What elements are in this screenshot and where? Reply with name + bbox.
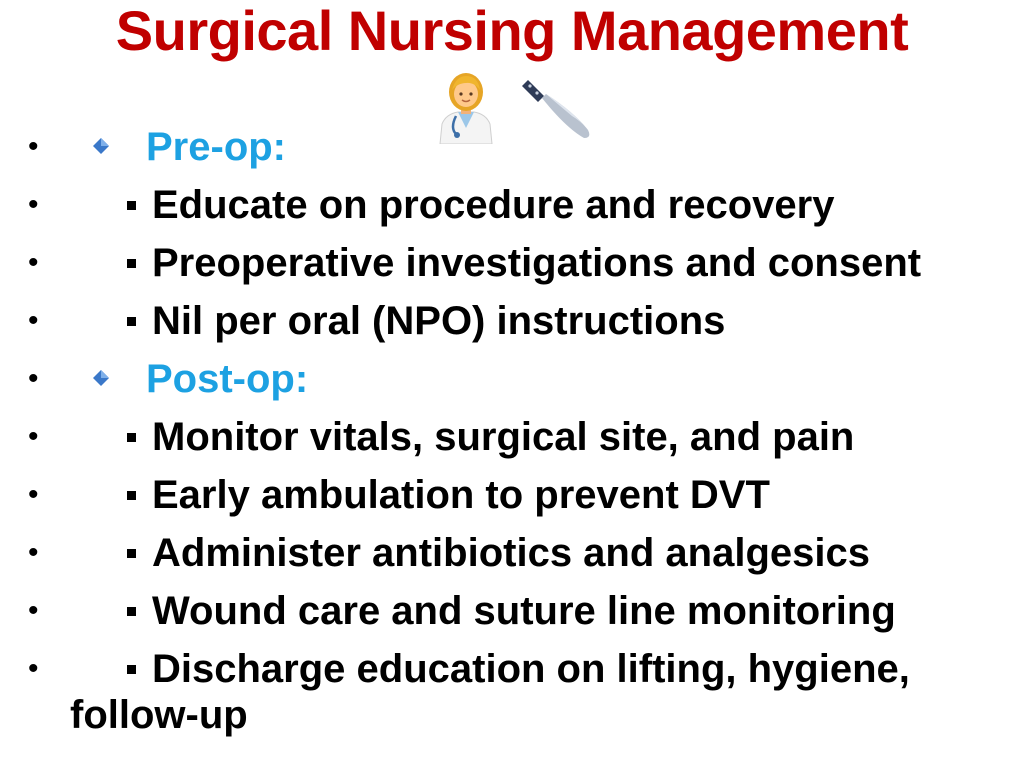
slide-title: Surgical Nursing Management (115, 0, 909, 62)
list-item-text: Administer antibiotics and analgesics (152, 531, 870, 575)
list-item (0, 466, 1024, 524)
section-heading-post-op: Post-op: (146, 357, 309, 401)
list-item-text: Wound care and suture line monitoring (152, 589, 896, 633)
list-item (0, 582, 1024, 640)
bullet-dot: • (28, 246, 39, 279)
list-item (0, 640, 1024, 740)
list-item-text: Preoperative investigations and consent (152, 241, 922, 285)
diamond-bullet-icon (93, 370, 109, 386)
list-item-text: Discharge education on lifting, hygiene, (152, 647, 910, 691)
list-item (0, 234, 1024, 292)
diamond-bullet-icon (93, 138, 109, 154)
bullet-list (0, 118, 1024, 740)
bullet-dot: • (28, 478, 39, 511)
square-bullet-icon (127, 259, 136, 268)
list-item (0, 408, 1024, 466)
list-item-text: Educate on procedure and recovery (152, 183, 835, 227)
square-bullet-icon (127, 491, 136, 500)
list-item-text: Early ambulation to prevent DVT (152, 473, 770, 517)
section-heading-row (0, 350, 1024, 408)
list-item-text: Monitor vitals, surgical site, and pain (152, 415, 855, 459)
list-item-text: Nil per oral (NPO) instructions (152, 299, 726, 343)
list-item (0, 292, 1024, 350)
bullet-dot: • (28, 420, 39, 453)
bullet-dot: • (28, 652, 39, 685)
bullet-dot: • (28, 130, 39, 163)
bullet-dot: • (28, 594, 39, 627)
list-item (0, 524, 1024, 582)
bullet-dot: • (28, 304, 39, 337)
square-bullet-icon (127, 201, 136, 210)
section-heading-row (0, 118, 1024, 176)
square-bullet-icon (127, 317, 136, 326)
bullet-dot: • (28, 536, 39, 569)
square-bullet-icon (127, 607, 136, 616)
list-item-text-continuation: follow-up (70, 693, 248, 737)
square-bullet-icon (127, 433, 136, 442)
bullet-dot: • (28, 188, 39, 221)
square-bullet-icon (127, 665, 136, 674)
list-item (0, 176, 1024, 234)
bullet-dot: • (28, 362, 39, 395)
section-heading-pre-op: Pre-op: (146, 125, 286, 169)
square-bullet-icon (127, 549, 136, 558)
